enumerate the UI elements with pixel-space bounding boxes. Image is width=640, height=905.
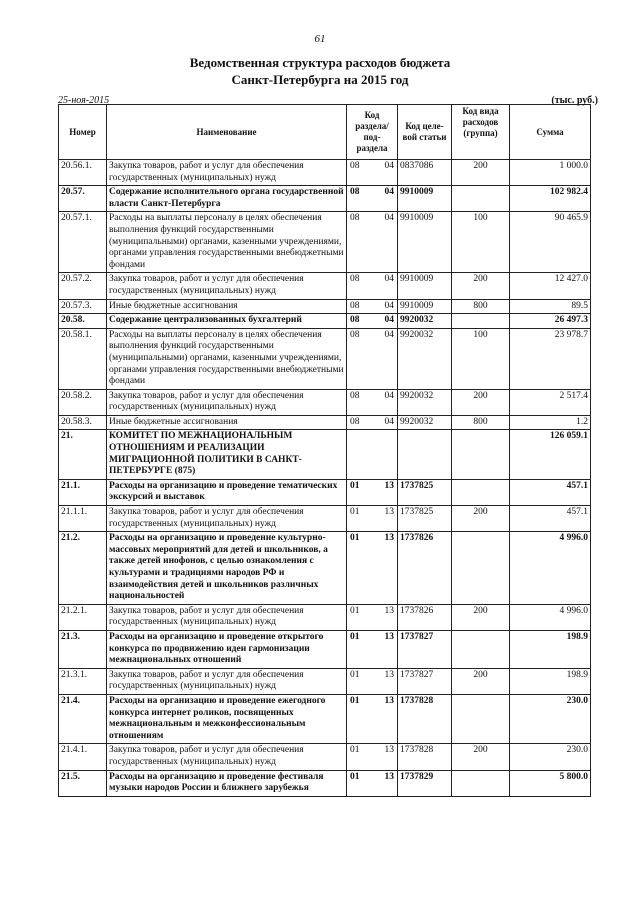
row-target-code: 9910009: [398, 212, 452, 273]
table-row: [59, 770, 591, 796]
row-razdel: 01: [350, 631, 360, 642]
row-section-code: [347, 273, 398, 299]
units-label: (тыс. руб.): [551, 95, 598, 106]
row-target-code: 1737827: [398, 668, 452, 694]
row-podrazdel: 04: [384, 187, 394, 198]
row-podrazdel: 04: [384, 300, 394, 311]
table-row: [59, 430, 591, 479]
table-row: [59, 744, 591, 770]
row-target-code: 9920032: [398, 415, 452, 430]
row-number: 20.57.1.: [59, 212, 107, 273]
table-row: [59, 186, 591, 212]
row-expense-type: [452, 532, 510, 605]
row-target-code: 9910009: [398, 273, 452, 299]
row-number: 21.2.1.: [59, 604, 107, 630]
row-section-code: [347, 186, 398, 212]
row-sum: 126 059.1: [510, 430, 591, 479]
row-razdel: 01: [350, 669, 360, 680]
page-title: [0, 54, 640, 88]
row-section-code: [347, 479, 398, 505]
document-date: 25-ноя-2015: [58, 95, 110, 106]
row-section-code: [347, 694, 398, 743]
row-sum: 198.9: [510, 668, 591, 694]
row-expense-type: [452, 630, 510, 668]
row-sum: 457.1: [510, 506, 591, 532]
row-number: 21.4.1.: [59, 744, 107, 770]
row-target-code: 9920032: [398, 328, 452, 389]
row-razdel: 08: [350, 300, 360, 311]
row-expense-type: [452, 694, 510, 743]
row-name: Закупка товаров, работ и услуг для обеспечения государственных (муниципальных) нужд: [107, 604, 347, 630]
row-section-code: [347, 532, 398, 605]
row-podrazdel: 04: [384, 390, 394, 401]
row-number: 20.57.3.: [59, 299, 107, 314]
header-name: Наименование: [107, 105, 347, 160]
row-target-code: 9920032: [398, 314, 452, 329]
row-podrazdel: 04: [384, 213, 394, 224]
row-sum: 5 800.0: [510, 770, 591, 796]
row-number: 21.3.: [59, 630, 107, 668]
row-podrazdel: 04: [384, 329, 394, 340]
row-podrazdel: 13: [384, 631, 394, 642]
row-sum: 457.1: [510, 479, 591, 505]
row-name: Закупка товаров, работ и услуг для обеспечения государственных (муниципальных) нужд: [107, 389, 347, 415]
row-name: Расходы на организацию и проведение тематических экскурсий и выставок: [107, 479, 347, 505]
row-number: 21.3.1.: [59, 668, 107, 694]
row-expense-type: 100: [452, 328, 510, 389]
row-section-code: [347, 604, 398, 630]
row-name: КОМИТЕТ ПО МЕЖНАЦИОНАЛЬНЫМ ОТНОШЕНИЯМ И РЕАЛИЗАЦИИ МИГРАЦИОННОЙ ПОЛИТИКИ В САНКТ-ПЕТЕРБУРГЕ (875): [107, 430, 347, 479]
row-name: Расходы на организацию и проведение фестиваля музыки народов России и ближнего зарубежья: [107, 770, 347, 796]
row-target-code: 1737828: [398, 744, 452, 770]
header-expense-type: Код вида расходов (группа): [452, 105, 510, 160]
row-name: Расходы на выплаты персоналу в целях обеспечения выполнения функций государственными (муниципальными) органами, казенными учреждениями, органами управления государственными внебюджетными фондами: [107, 328, 347, 389]
table-row: [59, 389, 591, 415]
row-podrazdel: 04: [384, 416, 394, 427]
table-row: [59, 694, 591, 743]
table-row: [59, 415, 591, 430]
row-number: 21.1.: [59, 479, 107, 505]
row-razdel: 08: [350, 390, 360, 401]
row-podrazdel: 13: [384, 771, 394, 782]
row-target-code: 1737828: [398, 694, 452, 743]
row-sum: 90 465.9: [510, 212, 591, 273]
table-row: [59, 479, 591, 505]
row-expense-type: 200: [452, 744, 510, 770]
table-row: [59, 604, 591, 630]
row-target-code: 1737825: [398, 506, 452, 532]
row-expense-type: 200: [452, 668, 510, 694]
row-target-code: 1737827: [398, 630, 452, 668]
row-sum: 12 427.0: [510, 273, 591, 299]
row-target-code: 9920032: [398, 389, 452, 415]
row-expense-type: 200: [452, 389, 510, 415]
table-row: [59, 314, 591, 329]
row-razdel: 08: [350, 187, 360, 198]
row-section-code: [347, 212, 398, 273]
row-target-code: 1737826: [398, 532, 452, 605]
header-number: Номер: [59, 105, 107, 160]
row-section-code: [347, 668, 398, 694]
row-target-code: 1737825: [398, 479, 452, 505]
row-number: 20.58.2.: [59, 389, 107, 415]
row-target-code: 0837086: [398, 160, 452, 186]
row-podrazdel: 13: [384, 669, 394, 680]
row-name: Иные бюджетные ассигнования: [107, 299, 347, 314]
row-razdel: 08: [350, 416, 360, 427]
row-sum: 1.2: [510, 415, 591, 430]
row-sum: 230.0: [510, 694, 591, 743]
row-name: Закупка товаров, работ и услуг для обеспечения государственных (муниципальных) нужд: [107, 160, 347, 186]
row-target-code: 1737826: [398, 604, 452, 630]
row-name: Иные бюджетные ассигнования: [107, 415, 347, 430]
row-sum: 23 978.7: [510, 328, 591, 389]
row-expense-type: 200: [452, 506, 510, 532]
row-name: Расходы на организацию и проведение ежегодного конкурса интернет роликов, посвященных межнациональным и межконфессиональным отношениям: [107, 694, 347, 743]
row-expense-type: [452, 186, 510, 212]
row-number: 21.4.: [59, 694, 107, 743]
row-number: 20.58.: [59, 314, 107, 329]
table-row: [59, 668, 591, 694]
table-row: [59, 273, 591, 299]
row-number: 21.: [59, 430, 107, 479]
row-section-code: [347, 630, 398, 668]
row-number: 21.2.: [59, 532, 107, 605]
row-target-code: 9910009: [398, 299, 452, 314]
row-razdel: 08: [350, 315, 360, 326]
row-podrazdel: 13: [384, 745, 394, 756]
row-number: 20.58.3.: [59, 415, 107, 430]
row-podrazdel: 13: [384, 480, 394, 491]
header-sum: Сумма: [510, 105, 591, 160]
row-number: 21.1.1.: [59, 506, 107, 532]
row-razdel: 01: [350, 771, 360, 782]
row-name: Содержание централизованных бухгалтерий: [107, 314, 347, 329]
row-name: Расходы на выплаты персоналу в целях обеспечения выполнения функций государственными (муниципальными) органами, казенными учреждениями, органами управления государственными внебюджетными фондами: [107, 212, 347, 273]
table-row: [59, 630, 591, 668]
row-name: Расходы на организацию и проведение открытого конкурса по продвижению идеи гармонизации межнациональных отношений: [107, 630, 347, 668]
page-number: 61: [314, 33, 326, 45]
row-sum: 4 996.0: [510, 604, 591, 630]
row-expense-type: [452, 770, 510, 796]
title-line-2: Санкт-Петербурга на 2015 год: [231, 72, 409, 87]
table-row: [59, 160, 591, 186]
row-podrazdel: 04: [384, 274, 394, 285]
row-target-code: 9910009: [398, 186, 452, 212]
row-expense-type: [452, 314, 510, 329]
row-target-code: 1737829: [398, 770, 452, 796]
row-section-code: [347, 314, 398, 329]
table-row: [59, 299, 591, 314]
row-razdel: 01: [350, 507, 360, 518]
row-sum: 102 982.4: [510, 186, 591, 212]
row-expense-type: 200: [452, 160, 510, 186]
row-expense-type: [452, 430, 510, 479]
row-razdel: 08: [350, 161, 360, 171]
row-razdel: 08: [350, 213, 360, 224]
row-sum: 1 000.0: [510, 160, 591, 186]
row-section-code: [347, 389, 398, 415]
row-section-code: [347, 744, 398, 770]
table-row: [59, 328, 591, 389]
row-sum: 26 497.3: [510, 314, 591, 329]
row-section-code: [347, 415, 398, 430]
header-target-code: Код целе- вой статьи: [398, 105, 452, 160]
row-expense-type: 800: [452, 415, 510, 430]
budget-table: [58, 104, 591, 797]
row-razdel: 01: [350, 745, 360, 756]
row-expense-type: [452, 479, 510, 505]
row-razdel: 01: [350, 695, 360, 706]
row-target-code: [398, 430, 452, 479]
row-podrazdel: 13: [384, 507, 394, 518]
row-podrazdel: 13: [384, 533, 394, 544]
row-razdel: 01: [350, 533, 360, 544]
header-section-code: Код раздела/ под- раздела: [347, 105, 398, 160]
table-row: [59, 506, 591, 532]
row-razdel: 08: [350, 274, 360, 285]
row-podrazdel: 04: [384, 161, 394, 171]
row-name: Содержание исполнительного органа государственной власти Санкт-Петербурга: [107, 186, 347, 212]
row-sum: 89.5: [510, 299, 591, 314]
row-section-code: [347, 430, 398, 479]
row-number: 21.5.: [59, 770, 107, 796]
table-row: [59, 532, 591, 605]
row-section-code: [347, 506, 398, 532]
row-expense-type: 200: [452, 604, 510, 630]
row-podrazdel: 13: [384, 605, 394, 616]
row-podrazdel: 04: [384, 315, 394, 326]
row-name: Закупка товаров, работ и услуг для обеспечения государственных (муниципальных) нужд: [107, 506, 347, 532]
row-sum: 198.9: [510, 630, 591, 668]
row-section-code: [347, 328, 398, 389]
row-name: Расходы на организацию и проведение культурно-массовых мероприятий для детей и школьников, а также детей инофонов, с целью ознакомления с культурами и традициями народов РФ и взаимодействия детей и школьников различных национальностей: [107, 532, 347, 605]
row-number: 20.57.: [59, 186, 107, 212]
row-podrazdel: 13: [384, 695, 394, 706]
row-expense-type: 800: [452, 299, 510, 314]
row-section-code: [347, 160, 398, 186]
row-expense-type: 200: [452, 273, 510, 299]
row-sum: 230.0: [510, 744, 591, 770]
row-razdel: 01: [350, 480, 360, 491]
row-number: 20.56.1.: [59, 160, 107, 186]
row-section-code: [347, 770, 398, 796]
row-name: Закупка товаров, работ и услуг для обеспечения государственных (муниципальных) нужд: [107, 744, 347, 770]
row-number: 20.57.2.: [59, 273, 107, 299]
row-sum: 2 517.4: [510, 389, 591, 415]
row-razdel: 01: [350, 605, 360, 616]
title-line-1: Ведомственная структура расходов бюджета: [189, 55, 451, 70]
row-number: 20.58.1.: [59, 328, 107, 389]
row-razdel: 08: [350, 329, 360, 340]
table-row: [59, 212, 591, 273]
row-name: Закупка товаров, работ и услуг для обеспечения государственных (муниципальных) нужд: [107, 273, 347, 299]
row-section-code: [347, 299, 398, 314]
table-body: [59, 160, 591, 797]
row-sum: 4 996.0: [510, 532, 591, 605]
row-name: Закупка товаров, работ и услуг для обеспечения государственных (муниципальных) нужд: [107, 668, 347, 694]
row-expense-type: 100: [452, 212, 510, 273]
